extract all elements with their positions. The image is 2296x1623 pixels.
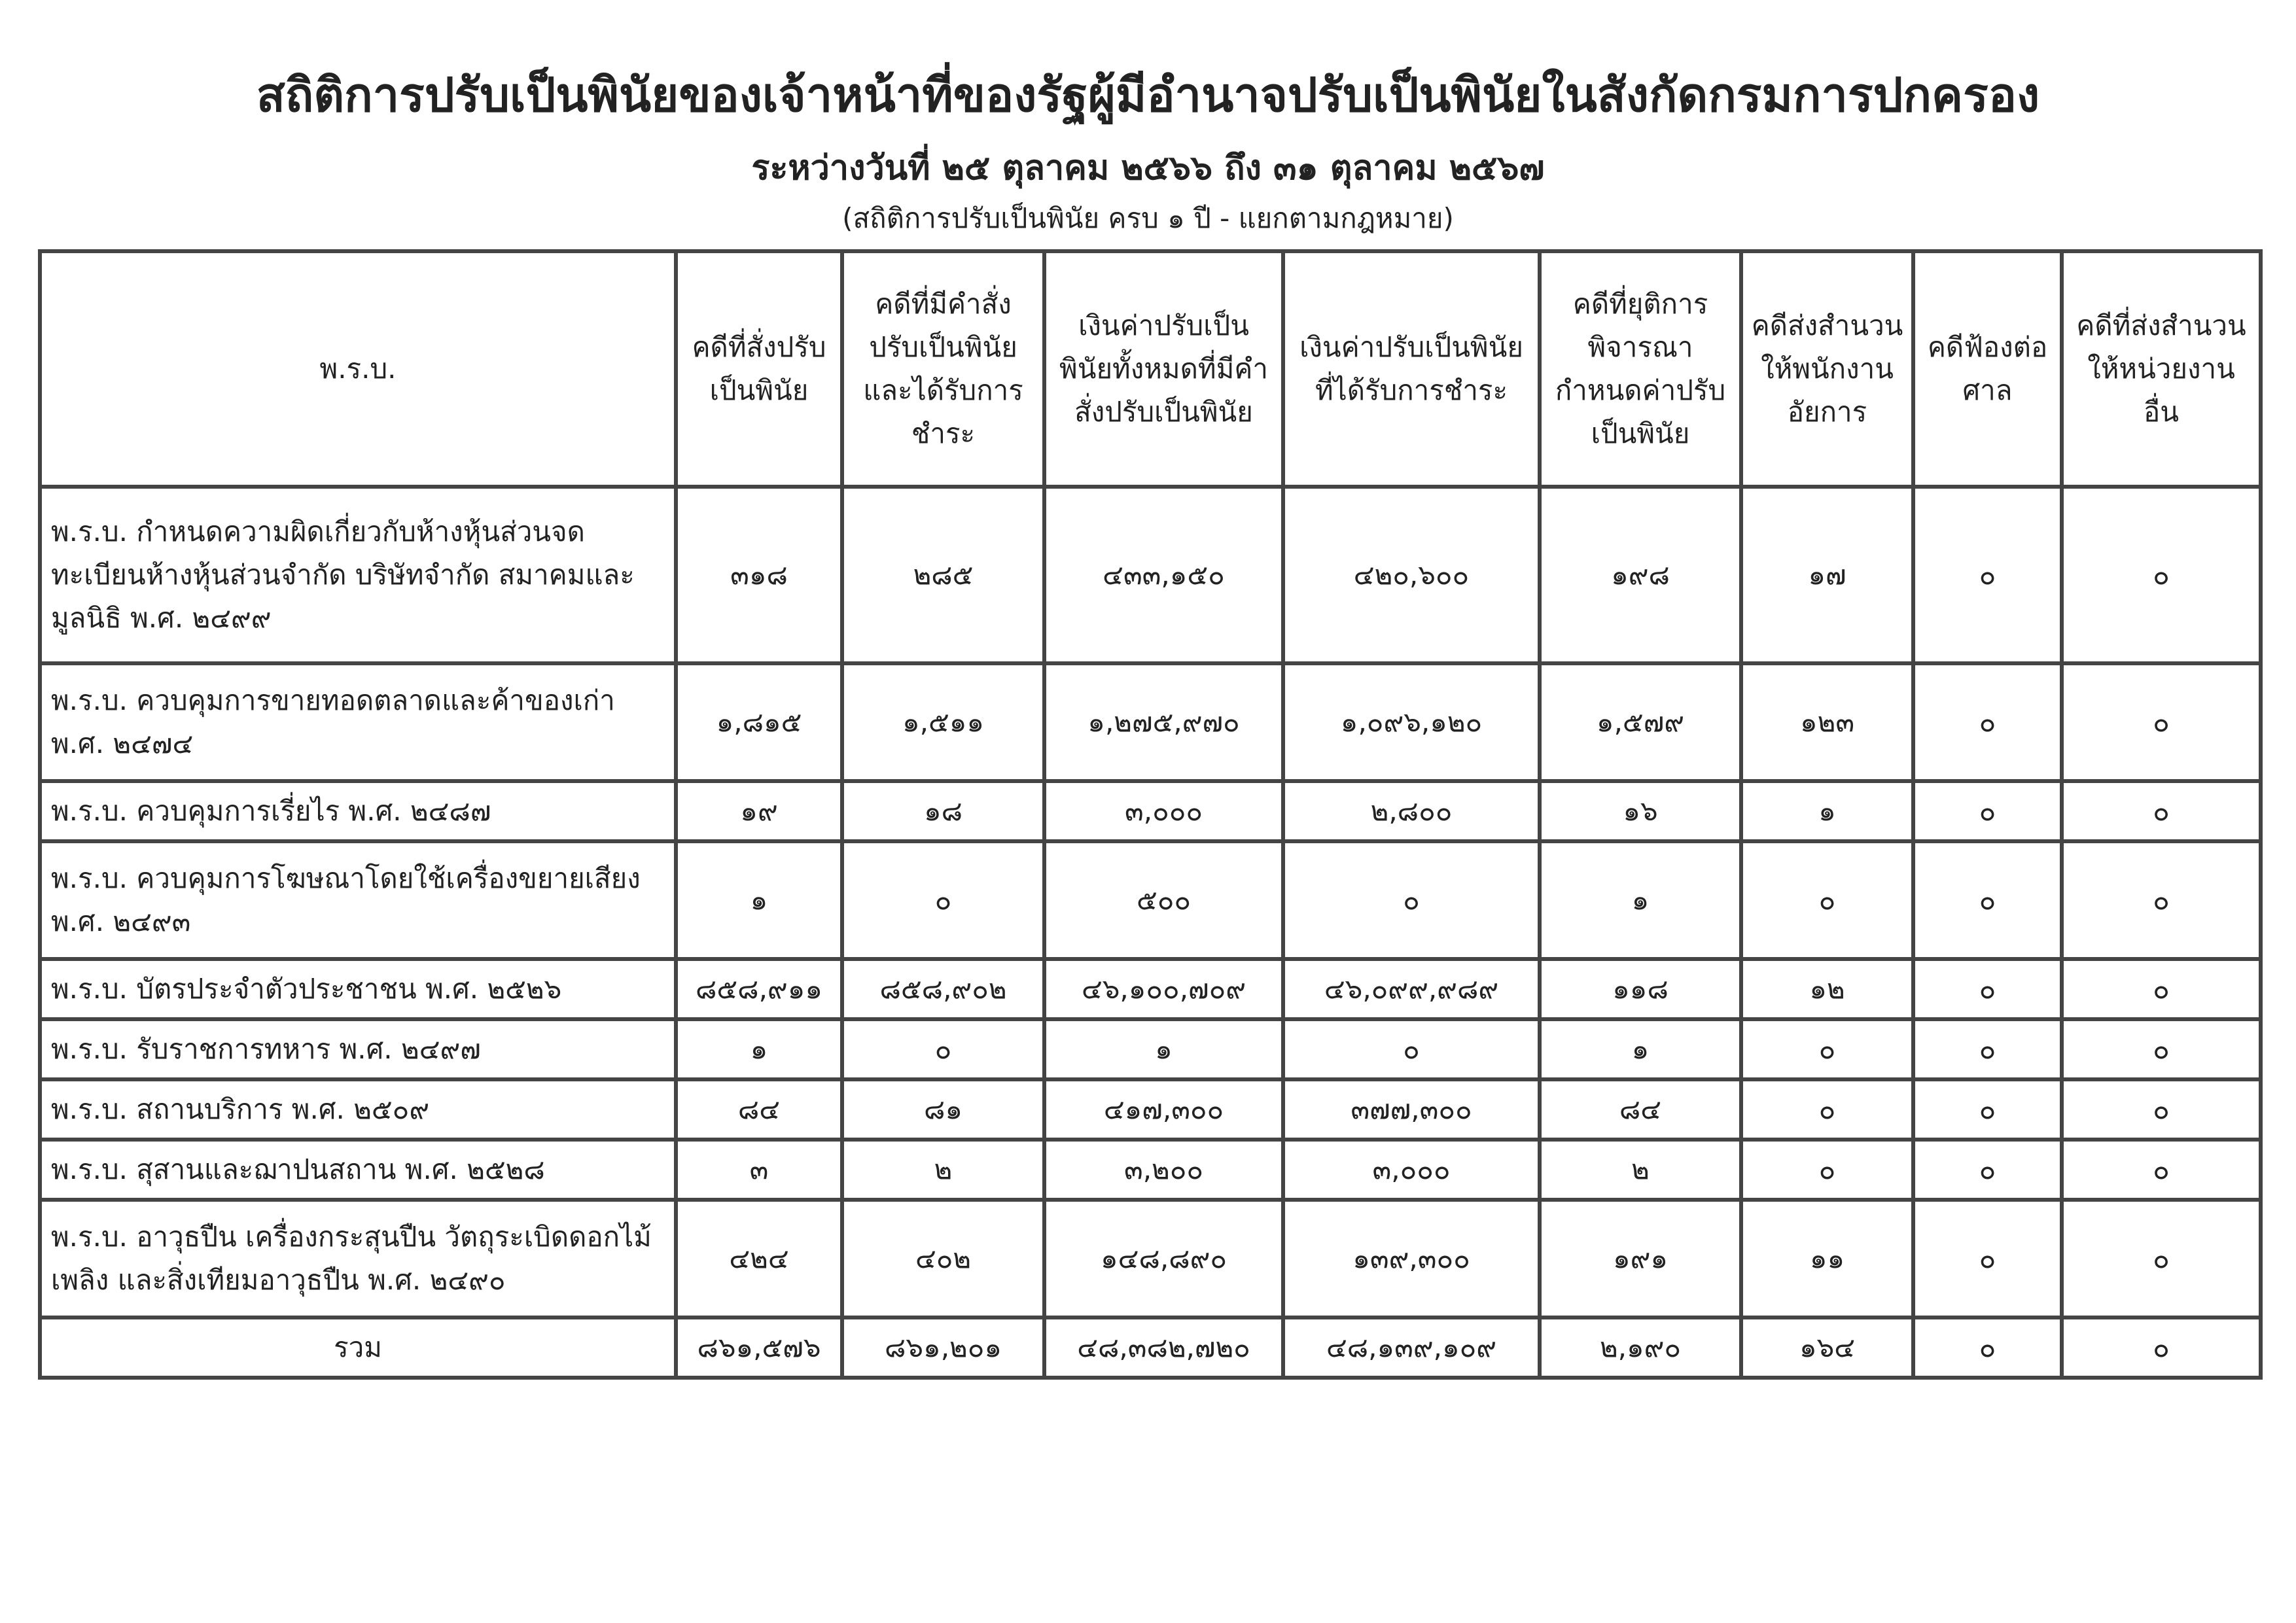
court-cases: ๐ (1913, 1079, 2062, 1140)
column-header-sent-to-other-agency: คดีที่ส่งสำนวนให้หน่วยงานอื่น (2062, 251, 2261, 487)
fines-paid: ๔๖,๐๙๙,๙๘๙ (1283, 959, 1540, 1019)
cases-terminated: ๑๖ (1540, 781, 1741, 841)
sent-to-other-agency: ๐ (2062, 1200, 2261, 1318)
fines-paid: ๒,๘๐๐ (1283, 781, 1540, 841)
fines-paid: ๔๒๐,๖๐๐ (1283, 487, 1540, 663)
total-court-cases: ๐ (1913, 1318, 2062, 1378)
sent-to-prosecutor: ๐ (1741, 841, 1913, 959)
table-row (40, 959, 2261, 1019)
table-row (40, 781, 2261, 841)
court-cases: ๐ (1913, 663, 2062, 781)
law-name: พ.ร.บ. ควบคุมการเรี่ยไร พ.ศ. ๒๔๘๗ (40, 781, 676, 841)
total-fines-paid: ๔๘,๑๓๙,๑๐๙ (1283, 1318, 1540, 1378)
law-name: พ.ร.บ. สถานบริการ พ.ศ. ๒๕๐๙ (40, 1079, 676, 1140)
law-name: พ.ร.บ. ควบคุมการโฆษณาโดยใช้เครื่องขยายเสียง พ.ศ. ๒๔๙๓ (40, 841, 676, 959)
total-fines: ๕๐๐ (1044, 841, 1283, 959)
total-total-fines: ๔๘,๓๘๒,๗๒๐ (1044, 1318, 1283, 1378)
cases-paid: ๘๑ (842, 1079, 1044, 1140)
total-cases-paid: ๘๖๑,๒๐๑ (842, 1318, 1044, 1378)
column-header-fines-paid: เงินค่าปรับเป็นพินัยที่ได้รับการชำระ (1283, 251, 1540, 487)
sent-to-other-agency: ๐ (2062, 1079, 2261, 1140)
cases-fined: ๑๙ (676, 781, 842, 841)
total-fines: ๑ (1044, 1019, 1283, 1079)
total-fines: ๔๑๗,๓๐๐ (1044, 1079, 1283, 1140)
sent-to-prosecutor: ๑ (1741, 781, 1913, 841)
column-header-cases-fined: คดีที่สั่งปรับเป็นพินัย (676, 251, 842, 487)
law-name: พ.ร.บ. สุสานและฌาปนสถาน พ.ศ. ๒๕๒๘ (40, 1140, 676, 1200)
table-row (40, 1200, 2261, 1318)
table-row (40, 841, 2261, 959)
sent-to-prosecutor: ๐ (1741, 1140, 1913, 1200)
court-cases: ๐ (1913, 1200, 2062, 1318)
sent-to-prosecutor: ๐ (1741, 1019, 1913, 1079)
cases-fined: ๓ (676, 1140, 842, 1200)
sent-to-other-agency: ๐ (2062, 487, 2261, 663)
total-sent-to-prosecutor: ๑๖๔ (1741, 1318, 1913, 1378)
cases-terminated: ๑๙๘ (1540, 487, 1741, 663)
total-fines: ๔๖,๑๐๐,๗๐๙ (1044, 959, 1283, 1019)
total-fines: ๑,๒๗๕,๙๗๐ (1044, 663, 1283, 781)
fines-paid: ๑๓๙,๓๐๐ (1283, 1200, 1540, 1318)
fines-paid: ๓๗๗,๓๐๐ (1283, 1079, 1540, 1140)
total-row (40, 1318, 2261, 1378)
cases-terminated: ๑ (1540, 841, 1741, 959)
column-header-law: พ.ร.บ. (40, 251, 676, 487)
sent-to-other-agency: ๐ (2062, 959, 2261, 1019)
court-cases: ๐ (1913, 841, 2062, 959)
cases-paid: ๐ (842, 841, 1044, 959)
law-name: พ.ร.บ. อาวุธปืน เครื่องกระสุนปืน วัตถุระเบิดดอกไม้เพลิง และสิ่งเทียมอาวุธปืน พ.ศ. ๒๔๙๐ (40, 1200, 676, 1318)
cases-paid: ๔๐๒ (842, 1200, 1044, 1318)
column-header-cases-paid: คดีที่มีคำสั่งปรับเป็นพินัยและได้รับการชำระ (842, 251, 1044, 487)
court-cases: ๐ (1913, 487, 2062, 663)
cases-terminated: ๘๔ (1540, 1079, 1741, 1140)
table-row (40, 1140, 2261, 1200)
cases-paid: ๒ (842, 1140, 1044, 1200)
cases-terminated: ๑ (1540, 1019, 1741, 1079)
table-row (40, 487, 2261, 663)
sent-to-prosecutor: ๑๑ (1741, 1200, 1913, 1318)
court-cases: ๐ (1913, 959, 2062, 1019)
fines-paid: ๑,๐๙๖,๑๒๐ (1283, 663, 1540, 781)
total-cases-fined: ๘๖๑,๕๗๖ (676, 1318, 842, 1378)
cases-terminated: ๑๑๘ (1540, 959, 1741, 1019)
cases-paid: ๑๘ (842, 781, 1044, 841)
sent-to-prosecutor: ๐ (1741, 1079, 1913, 1140)
statistics-table (38, 249, 2263, 1380)
fines-paid: ๐ (1283, 841, 1540, 959)
table-row (40, 1019, 2261, 1079)
page-caption: (สถิติการปรับเป็นพินัย ครบ ๑ ปี - แยกตามกฎหมาย) (842, 202, 1454, 234)
total-sent-to-other-agency: ๐ (2062, 1318, 2261, 1378)
cases-fined: ๓๑๘ (676, 487, 842, 663)
fines-paid: ๓,๐๐๐ (1283, 1140, 1540, 1200)
sent-to-other-agency: ๐ (2062, 841, 2261, 959)
cases-paid: ๑,๕๑๑ (842, 663, 1044, 781)
cases-fined: ๑ (676, 841, 842, 959)
page-subtitle: ระหว่างวันที่ ๒๕ ตุลาคม ๒๕๖๖ ถึง ๓๑ ตุลาคม ๒๕๖๗ (751, 148, 1545, 188)
cases-fined: ๘๕๘,๙๑๑ (676, 959, 842, 1019)
court-cases: ๐ (1913, 1019, 2062, 1079)
law-name: พ.ร.บ. รับราชการทหาร พ.ศ. ๒๔๙๗ (40, 1019, 676, 1079)
total-fines: ๓,๐๐๐ (1044, 781, 1283, 841)
table-header-row (40, 251, 2261, 487)
cases-paid: ๘๕๘,๙๐๒ (842, 959, 1044, 1019)
sent-to-other-agency: ๐ (2062, 781, 2261, 841)
sent-to-other-agency: ๐ (2062, 1140, 2261, 1200)
total-fines: ๓,๒๐๐ (1044, 1140, 1283, 1200)
law-name: พ.ร.บ. บัตรประจำตัวประชาชน พ.ศ. ๒๕๒๖ (40, 959, 676, 1019)
column-header-total-fines: เงินค่าปรับเป็นพินัยทั้งหมดที่มีคำสั่งปรับเป็นพินัย (1044, 251, 1283, 487)
page-title: สถิติการปรับเป็นพินัยของเจ้าหน้าที่ของรัฐผู้มีอำนาจปรับเป็นพินัยในสังกัดกรมการปกครอง (256, 67, 2040, 122)
sent-to-prosecutor: ๑๒ (1741, 959, 1913, 1019)
table-row (40, 663, 2261, 781)
cases-paid: ๐ (842, 1019, 1044, 1079)
cases-terminated: ๑,๕๗๙ (1540, 663, 1741, 781)
total-cases-terminated: ๒,๑๙๐ (1540, 1318, 1741, 1378)
cases-fined: ๑ (676, 1019, 842, 1079)
court-cases: ๐ (1913, 781, 2062, 841)
sent-to-prosecutor: ๑๒๓ (1741, 663, 1913, 781)
cases-terminated: ๑๙๑ (1540, 1200, 1741, 1318)
cases-paid: ๒๘๕ (842, 487, 1044, 663)
sent-to-other-agency: ๐ (2062, 1019, 2261, 1079)
law-name: พ.ร.บ. ควบคุมการขายทอดตลาดและค้าของเก่า พ.ศ. ๒๔๗๔ (40, 663, 676, 781)
court-cases: ๐ (1913, 1140, 2062, 1200)
table-row (40, 1079, 2261, 1140)
cases-fined: ๘๔ (676, 1079, 842, 1140)
total-fines: ๑๔๘,๘๙๐ (1044, 1200, 1283, 1318)
cases-terminated: ๒ (1540, 1140, 1741, 1200)
total-fines: ๔๓๓,๑๕๐ (1044, 487, 1283, 663)
cases-fined: ๔๒๔ (676, 1200, 842, 1318)
column-header-cases-terminated: คดีที่ยุติการพิจารณากำหนดค่าปรับเป็นพินัย (1540, 251, 1741, 487)
column-header-court-cases: คดีฟ้องต่อศาล (1913, 251, 2062, 487)
sent-to-other-agency: ๐ (2062, 663, 2261, 781)
total-label: รวม (40, 1318, 676, 1378)
fines-paid: ๐ (1283, 1019, 1540, 1079)
law-name: พ.ร.บ. กำหนดความผิดเกี่ยวกับห้างหุ้นส่วนจดทะเบียนห้างหุ้นส่วนจำกัด บริษัทจำกัด สมาคมและมูลนิธิ พ.ศ. ๒๔๙๙ (40, 487, 676, 663)
column-header-sent-to-prosecutor: คดีส่งสำนวนให้พนักงานอัยการ (1741, 251, 1913, 487)
cases-fined: ๑,๘๑๕ (676, 663, 842, 781)
sent-to-prosecutor: ๑๗ (1741, 487, 1913, 663)
